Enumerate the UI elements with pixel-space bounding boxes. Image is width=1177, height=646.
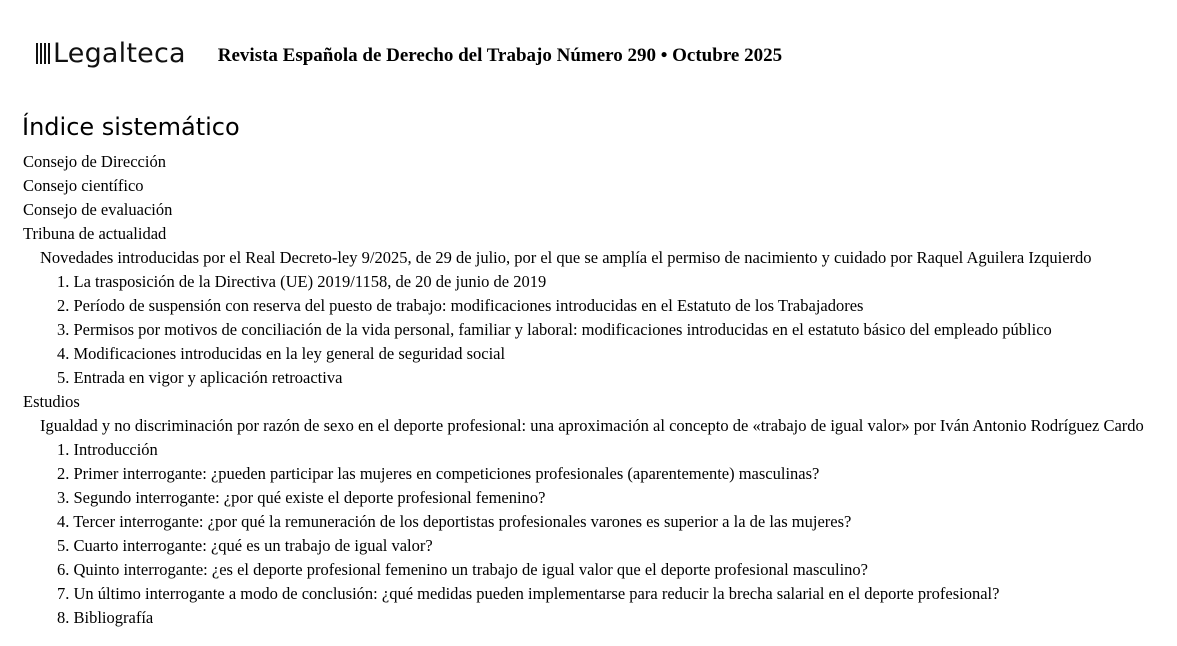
toc-subitem[interactable]: 1. Introducción (57, 440, 158, 459)
table-of-contents (23, 150, 1153, 630)
logo-text: Legalteca (53, 38, 186, 69)
toc-subitem[interactable]: 2. Período de suspensión con reserva del puesto de trabajo: modificaciones introducidas en el Estatuto de los Trabajadores (57, 296, 864, 315)
toc-subitem[interactable]: 1. La trasposición de la Directiva (UE) 2019/1158, de 20 de junio de 2019 (57, 272, 547, 291)
toc-subitem[interactable]: 6. Quinto interrogante: ¿es el deporte profesional femenino un trabajo de igual valor que el deporte profesional masculino? (57, 560, 868, 579)
toc-subitem[interactable]: 7. Un último interrogante a modo de conclusión: ¿qué medidas pueden implementarse para reducir la brecha salarial en el deporte profesional? (57, 584, 1000, 603)
logo-bars-icon (36, 43, 52, 64)
toc-subitem[interactable]: 5. Cuarto interrogante: ¿qué es un trabajo de igual valor? (57, 536, 433, 555)
toc-section-tribuna[interactable]: Tribuna de actualidad (23, 224, 167, 243)
toc-section-consejo-evaluacion[interactable]: Consejo de evaluación (23, 200, 173, 219)
toc-subitem[interactable]: 4. Tercer interrogante: ¿por qué la remuneración de los deportistas profesionales varones es superior a la de las mujeres? (57, 512, 852, 531)
toc-subitem[interactable]: 3. Segundo interrogante: ¿por qué existe el deporte profesional femenino? (57, 488, 546, 507)
page-title: Índice sistemático (22, 113, 240, 141)
toc-section-estudios[interactable]: Estudios (23, 392, 80, 411)
page-header (36, 38, 782, 69)
legalteca-logo[interactable] (36, 38, 186, 69)
toc-subitem[interactable]: 8. Bibliografía (57, 608, 154, 627)
toc-section-consejo-cientifico[interactable]: Consejo científico (23, 176, 144, 195)
toc-subitem[interactable]: 2. Primer interrogante: ¿pueden participar las mujeres en competiciones profesionales (aparentemente) masculinas? (57, 464, 820, 483)
toc-subitem[interactable]: 4. Modificaciones introducidas en la ley general de seguridad social (57, 344, 506, 363)
toc-subitem[interactable]: 3. Permisos por motivos de conciliación de la vida personal, familiar y laboral: modificaciones introducidas en el estatuto básico del empleado público (57, 320, 1052, 339)
toc-section-consejo-direccion[interactable]: Consejo de Dirección (23, 152, 166, 171)
toc-article-title[interactable]: Igualdad y no discriminación por razón de sexo en el deporte profesional: una aproximación al concepto de «trabajo de igual valor» por Iván Antonio Rodríguez Cardo (40, 416, 1144, 435)
journal-title: Revista Española de Derecho del Trabajo Número 290 • Octubre 2025 (217, 44, 783, 66)
toc-subitem[interactable]: 5. Entrada en vigor y aplicación retroactiva (57, 368, 343, 387)
toc-article-title[interactable]: Novedades introducidas por el Real Decreto-ley 9/2025, de 29 de julio, por el que se amplía el permiso de nacimiento y cuidado por Raquel Aguilera Izquierdo (40, 248, 1092, 267)
